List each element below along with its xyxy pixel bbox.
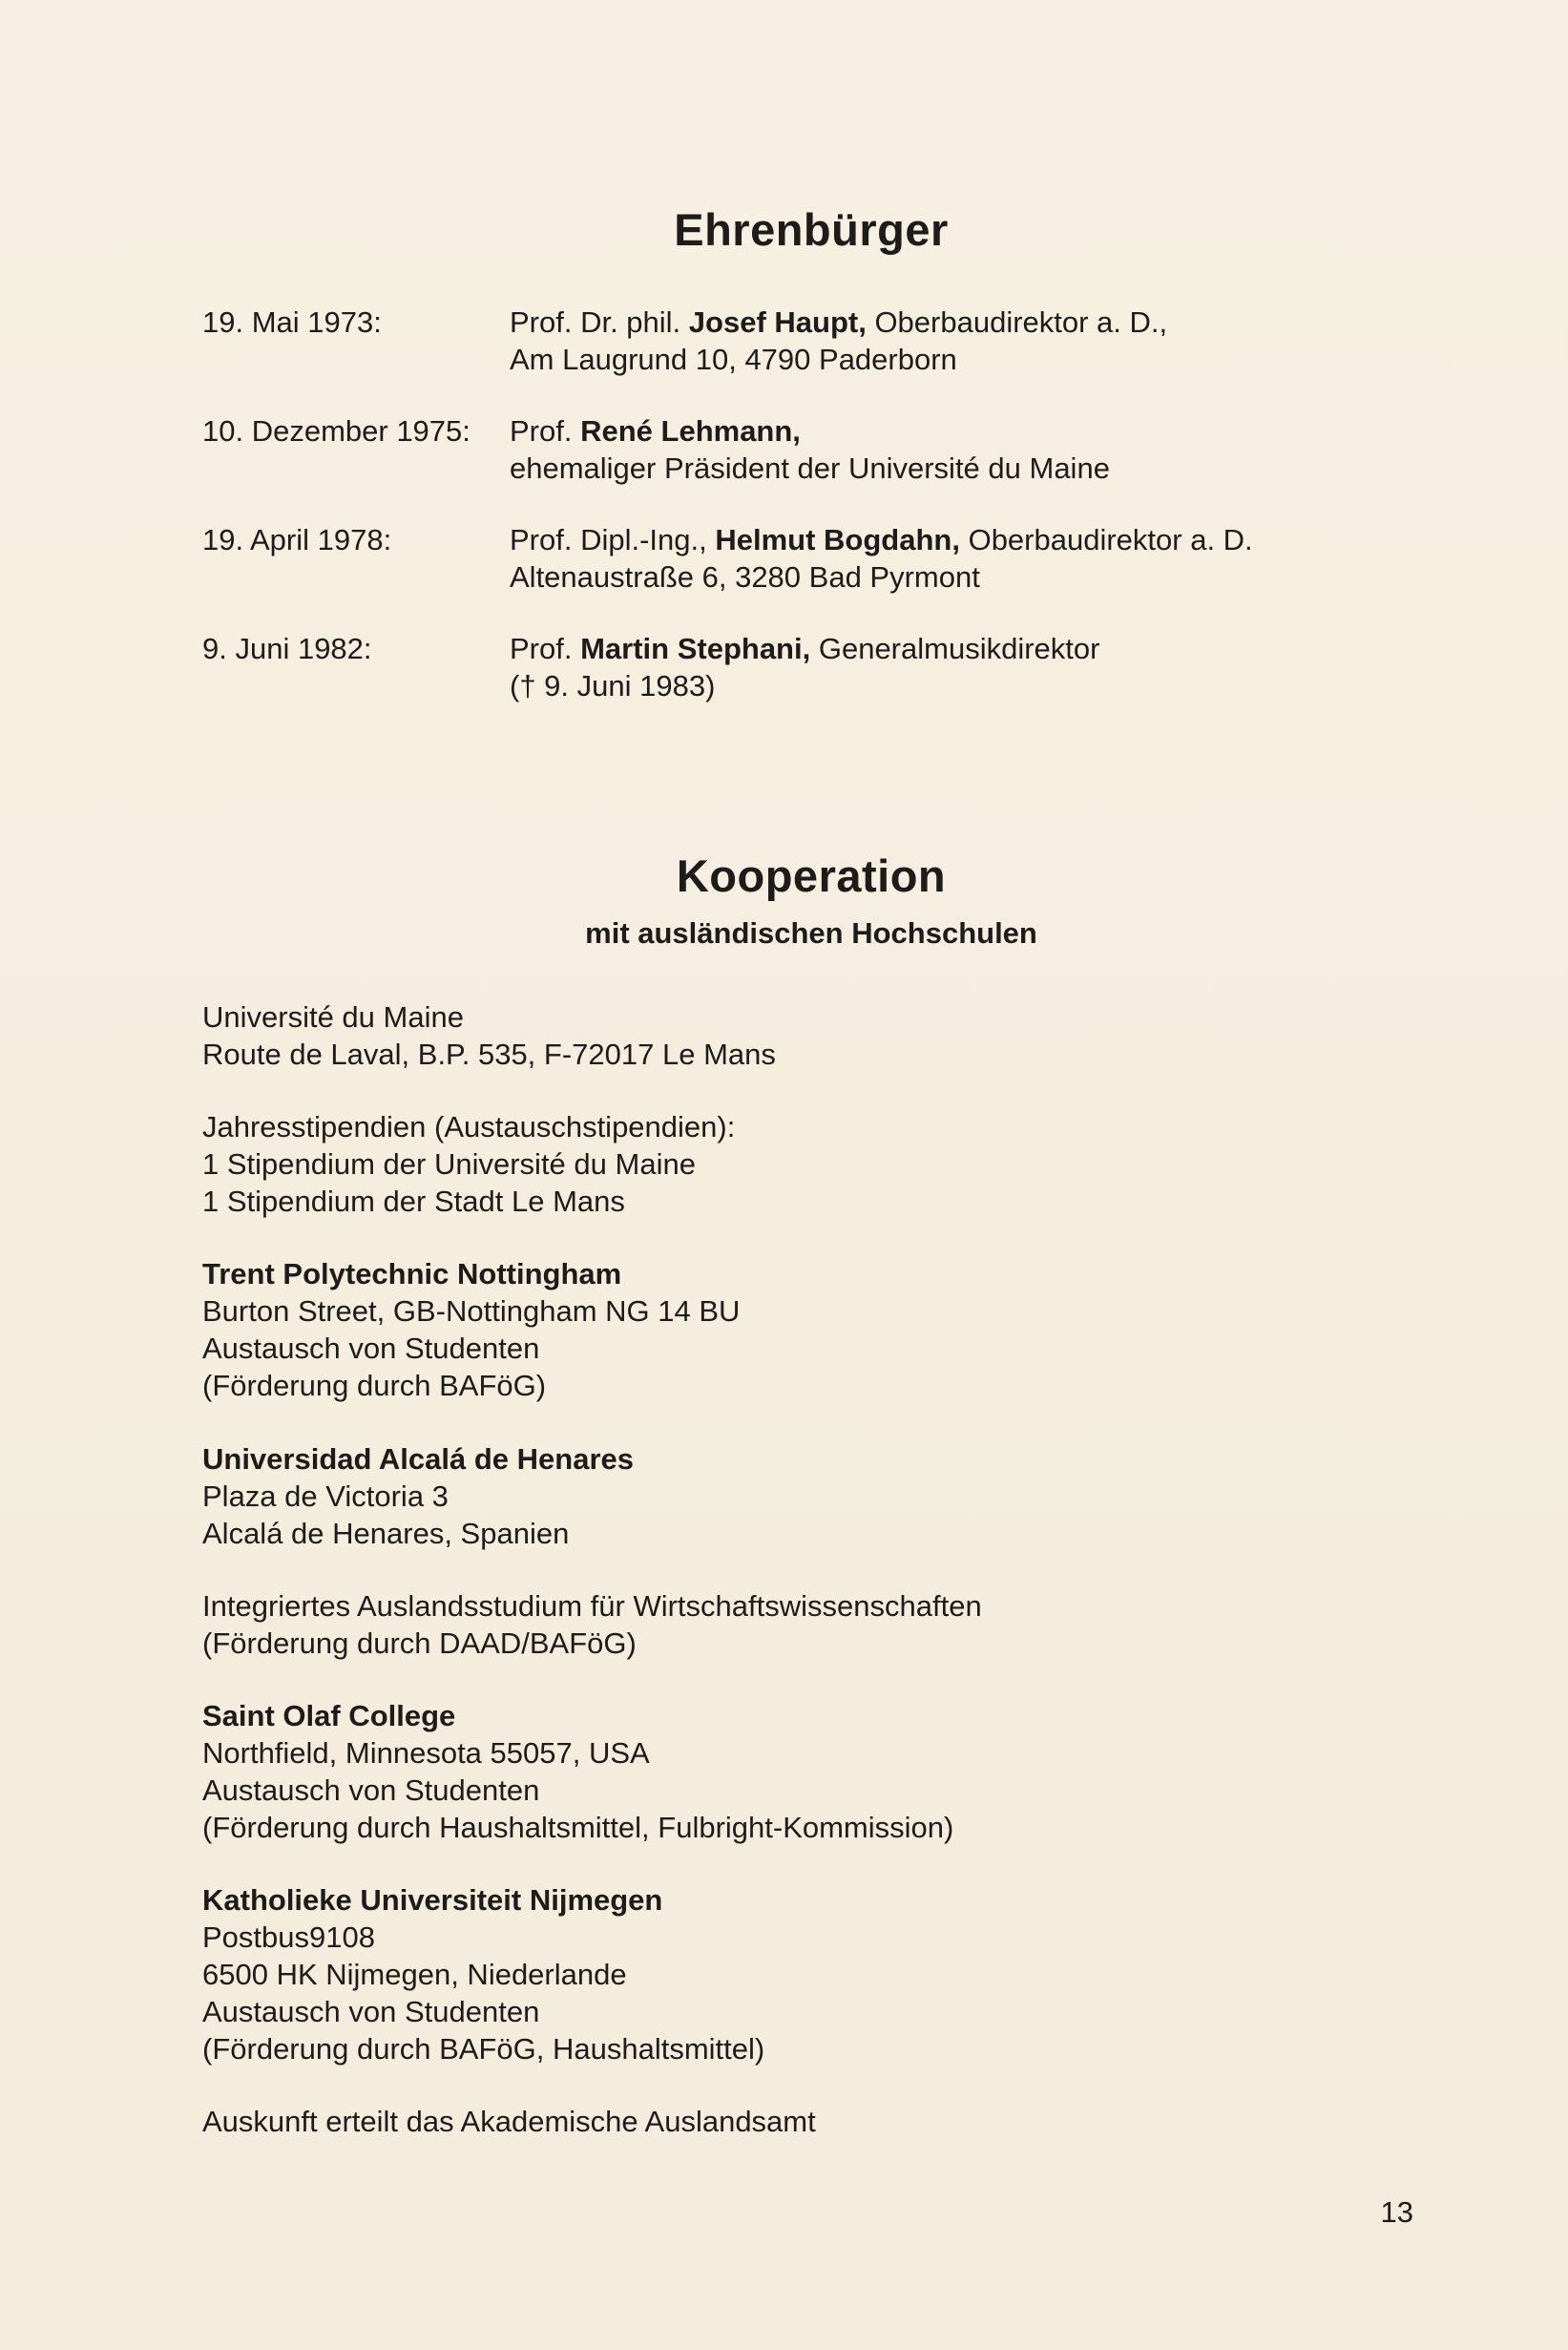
honor-description [510, 304, 1167, 378]
partner-block-trent [202, 1255, 740, 1404]
honor-date: 10. Dezember 1975: [202, 414, 470, 448]
honor-date: 19. Mai 1973: [202, 305, 382, 339]
honor-prefix: Prof. [510, 632, 581, 665]
partner-block-nijmegen [202, 1881, 764, 2067]
partner-name: Trent Polytechnic Nottingham [202, 1257, 622, 1290]
block-line: Austausch von Studenten [202, 1773, 540, 1807]
ehrenbuerger-title: Ehrenbürger [674, 204, 949, 255]
honor-prefix: Prof. [510, 414, 581, 448]
block-line: Route de Laval, B.P. 535, F-72017 Le Mans [202, 1038, 776, 1071]
partner-name: Universidad Alcalá de Henares [202, 1442, 634, 1476]
scholarship-block [202, 1108, 735, 1220]
block-line: 1 Stipendium der Stadt Le Mans [202, 1185, 625, 1218]
honor-title: Oberbaudirektor a. D., [866, 305, 1168, 339]
integrated-study-block [202, 1587, 982, 1662]
honor-prefix: Prof. Dipl.-Ing., [510, 523, 716, 556]
block-line: Northfield, Minnesota 55057, USA [202, 1736, 650, 1770]
block-line: Burton Street, GB-Nottingham NG 14 BU [202, 1294, 741, 1328]
honor-name: Josef Haupt, [688, 305, 867, 339]
honor-name: Martin Stephani, [580, 632, 811, 665]
partner-block-maine [202, 998, 776, 1073]
block-line: 1 Stipendium der Université du Maine [202, 1147, 696, 1181]
page-number: 13 [1380, 2195, 1413, 2229]
partner-name: Saint Olaf College [202, 1699, 456, 1732]
block-line: Integriertes Auslandsstudium für Wirtschaftswissenschaften [202, 1589, 982, 1623]
block-line: Plaza de Victoria 3 [202, 1479, 449, 1513]
honor-title: Generalmusikdirektor [810, 632, 1100, 665]
partner-name: Katholieke Universiteit Nijmegen [202, 1883, 663, 1917]
partner-block-alcala [202, 1440, 634, 1552]
block-line: (Förderung durch BAFöG) [202, 1369, 547, 1402]
honor-detail: Altenaustraße 6, 3280 Bad Pyrmont [510, 560, 980, 594]
block-line: (Förderung durch Haushaltsmittel, Fulbright-Kommission) [202, 1811, 954, 1844]
block-line: (Förderung durch DAAD/BAFöG) [202, 1626, 637, 1660]
info-note [202, 2103, 816, 2140]
block-line: (Förderung durch BAFöG, Haushaltsmittel) [202, 2032, 765, 2066]
partner-block-saint-olaf [202, 1697, 953, 1846]
block-line: Austausch von Studenten [202, 1332, 540, 1365]
block-line: Université du Maine [202, 1000, 464, 1034]
kooperation-subtitle: mit ausländischen Hochschulen [585, 916, 1037, 950]
honor-name: René Lehmann, [580, 414, 801, 448]
honor-detail: († 9. Juni 1983) [510, 669, 716, 703]
honor-description [510, 630, 1099, 704]
block-line: 6500 HK Nijmegen, Niederlande [202, 1958, 627, 1991]
honor-description [510, 412, 1110, 487]
honor-prefix: Prof. Dr. phil. [510, 305, 689, 339]
honor-name: Helmut Bogdahn, [715, 523, 960, 556]
block-line: Austausch von Studenten [202, 1995, 540, 2028]
block-line: Jahresstipendien (Austauschstipendien): [202, 1110, 736, 1144]
kooperation-title: Kooperation [676, 850, 947, 901]
block-line: Auskunft erteilt das Akademische Auslandsamt [202, 2105, 816, 2138]
honor-description [510, 521, 1253, 596]
honor-detail: ehemaliger Präsident der Université du Maine [510, 451, 1110, 485]
honor-date: 19. April 1978: [202, 523, 392, 556]
honor-date: 9. Juni 1982: [202, 632, 372, 665]
block-line: Postbus9108 [202, 1920, 375, 1954]
honor-detail: Am Laugrund 10, 4790 Paderborn [510, 343, 957, 376]
block-line: Alcalá de Henares, Spanien [202, 1517, 570, 1550]
honor-title: Oberbaudirektor a. D. [959, 523, 1253, 556]
